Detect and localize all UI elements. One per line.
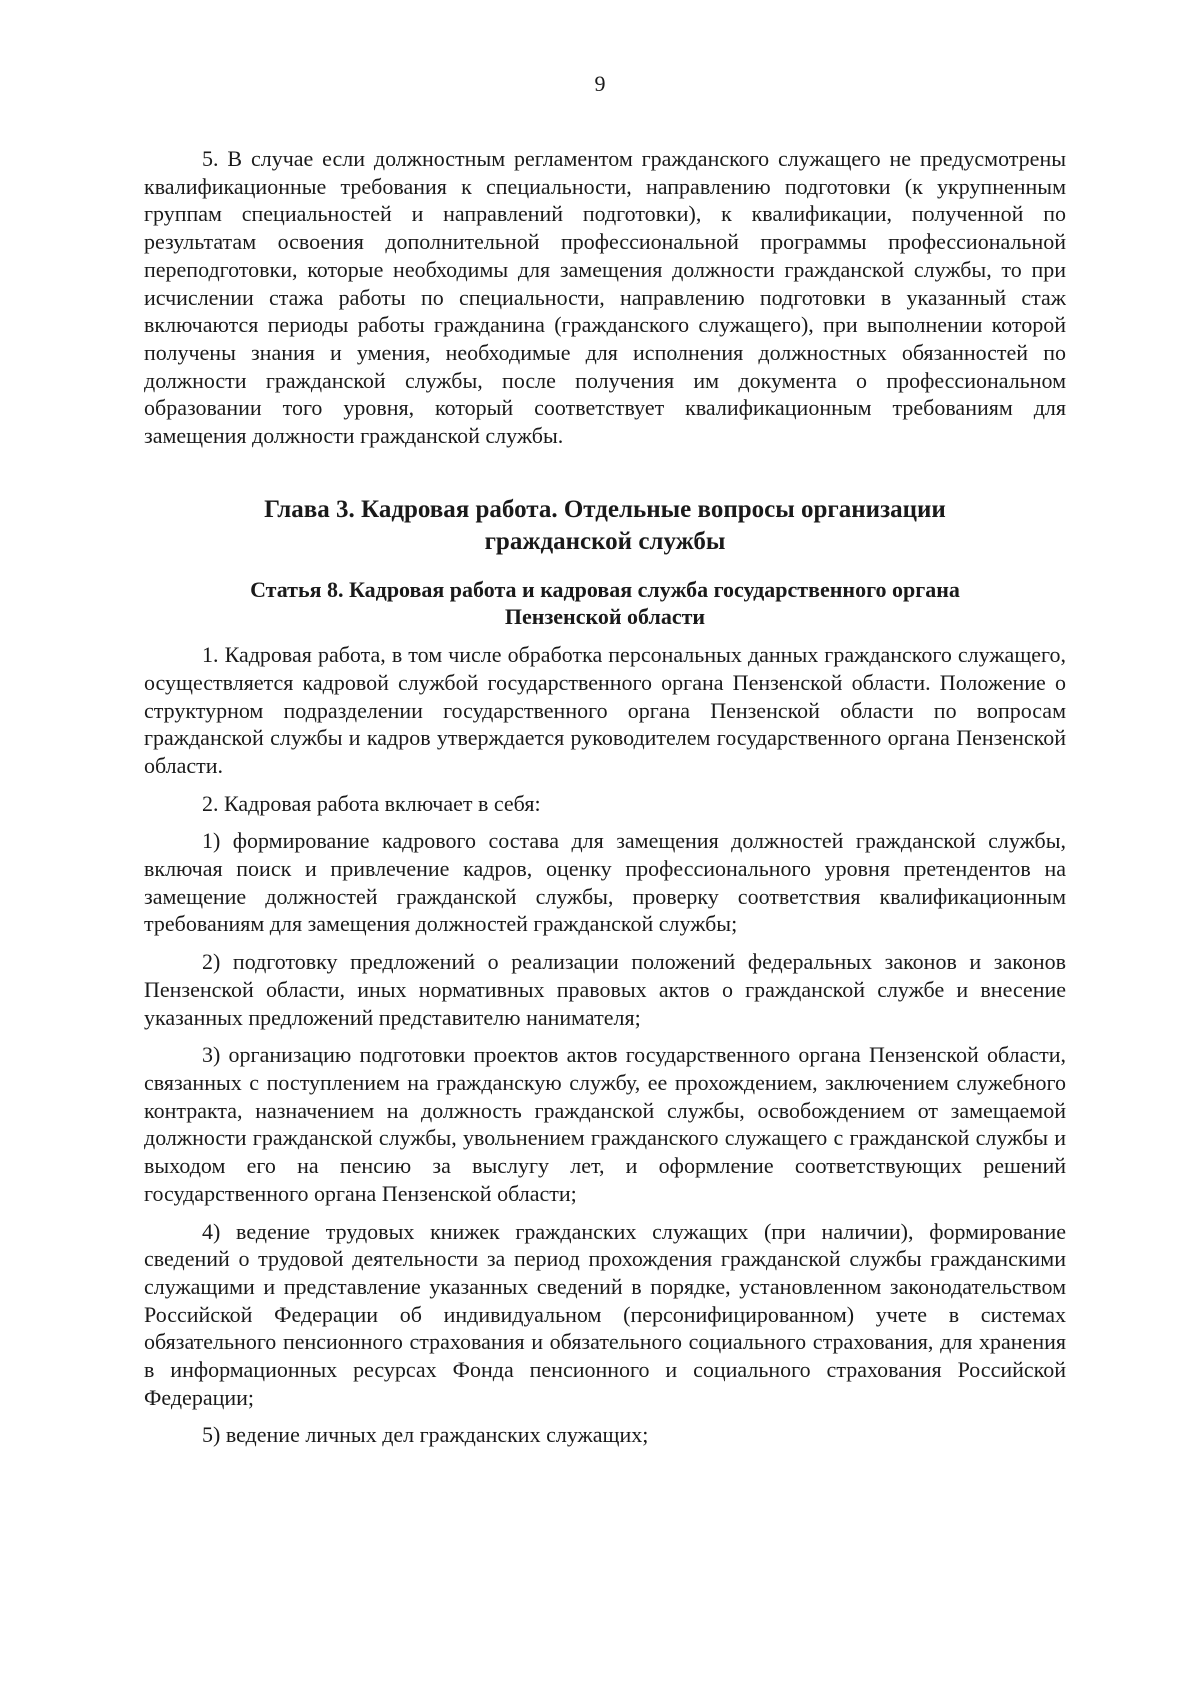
document-body — [144, 145, 1066, 1449]
chapter-heading — [144, 494, 1066, 558]
chapter-heading-line-2: гражданской службы — [484, 527, 726, 555]
list-item-5: 5) ведение личных дел гражданских служащих; — [202, 1422, 649, 1448]
list-item-3: 3) организацию подготовки проектов актов государственного органа Пензенской области, связанных с поступлением на гражданскую службу, ее прохождением, заключением служебного контракта, назначением на должность гражданской службы, освобождением от замещаемой должности гражданской службы, увольнением гражданского служащего с гражданской службы и выходом его на пенсию за выслугу лет, и оформление соответствующих решений государственного органа Пензенской области; — [144, 1042, 1066, 1206]
list-item-1: 1) формирование кадрового состава для замещения должностей гражданской службы, включая поиск и привлечение кадров, оценку профессионального уровня претендентов на замещение должностей гражданской службы, проверку соответствия квалификационным требованиям для замещения должностей гражданской службы; — [144, 828, 1066, 937]
article-heading — [144, 576, 1066, 631]
article-heading-line-1: Статья 8. Кадровая работа и кадровая служба государственного органа — [250, 576, 960, 602]
page-number: 9 — [594, 71, 606, 96]
article-paragraph-2: 2. Кадровая работа включает в себя: — [202, 790, 541, 816]
list-item-4: 4) ведение трудовых книжек гражданских служащих (при наличии), формирование сведений о трудовой деятельности за период прохождения гражданской службы гражданскими служащими и представление указанных сведений в порядке, установленном законодательством Российской Федерации об индивидуальном (персонифицированном) учете в системах обязательного пенсионного страхования и обязательного социального страхования, для хранения в информационных ресурсах Фонда пенсионного и социального страхования Российской Федерации; — [144, 1218, 1066, 1410]
paragraph-5: 5. В случае если должностным регламентом гражданского служащего не предусмотрены квалификационные требования к специальности, направлению подготовки (к укрупненным группам специальностей и направлений подготовки), к квалификации, полученной по результатам освоения дополнительной профессиональной программы профессиональной переподготовки, которые необходимы для замещения должности гражданской службы, то при исчислении стажа работы по специальности, направлению подготовки в указанный стаж включаются периоды работы гражданина (гражданского служащего), при выполнении которой получены знания и умения, необходимые для исполнения должностных обязанностей по должности гражданской службы, после получения им документа о профессиональном образовании того уровня, который соответствует квалификационным требованиям для замещения должности гражданской службы. — [144, 146, 1066, 449]
article-heading-line-2: Пензенской области — [504, 604, 706, 630]
article-paragraph-1: 1. Кадровая работа, в том числе обработка персональных данных гражданского служащего, осуществляется кадровой службой государственного органа Пензенской области. Положение о структурном подразделении государственного органа Пензенской области по вопросам гражданской службы и кадров утверждается руководителем государственного органа Пензенской области. — [144, 642, 1066, 778]
list-item-2: 2) подготовку предложений о реализации положений федеральных законов и законов Пензенской области, иных нормативных правовых актов о гражданской службе и внесение указанных предложений представителю нанимателя; — [144, 949, 1066, 1030]
chapter-heading-line-1: Глава 3. Кадровая работа. Отдельные вопросы организации — [264, 495, 946, 523]
